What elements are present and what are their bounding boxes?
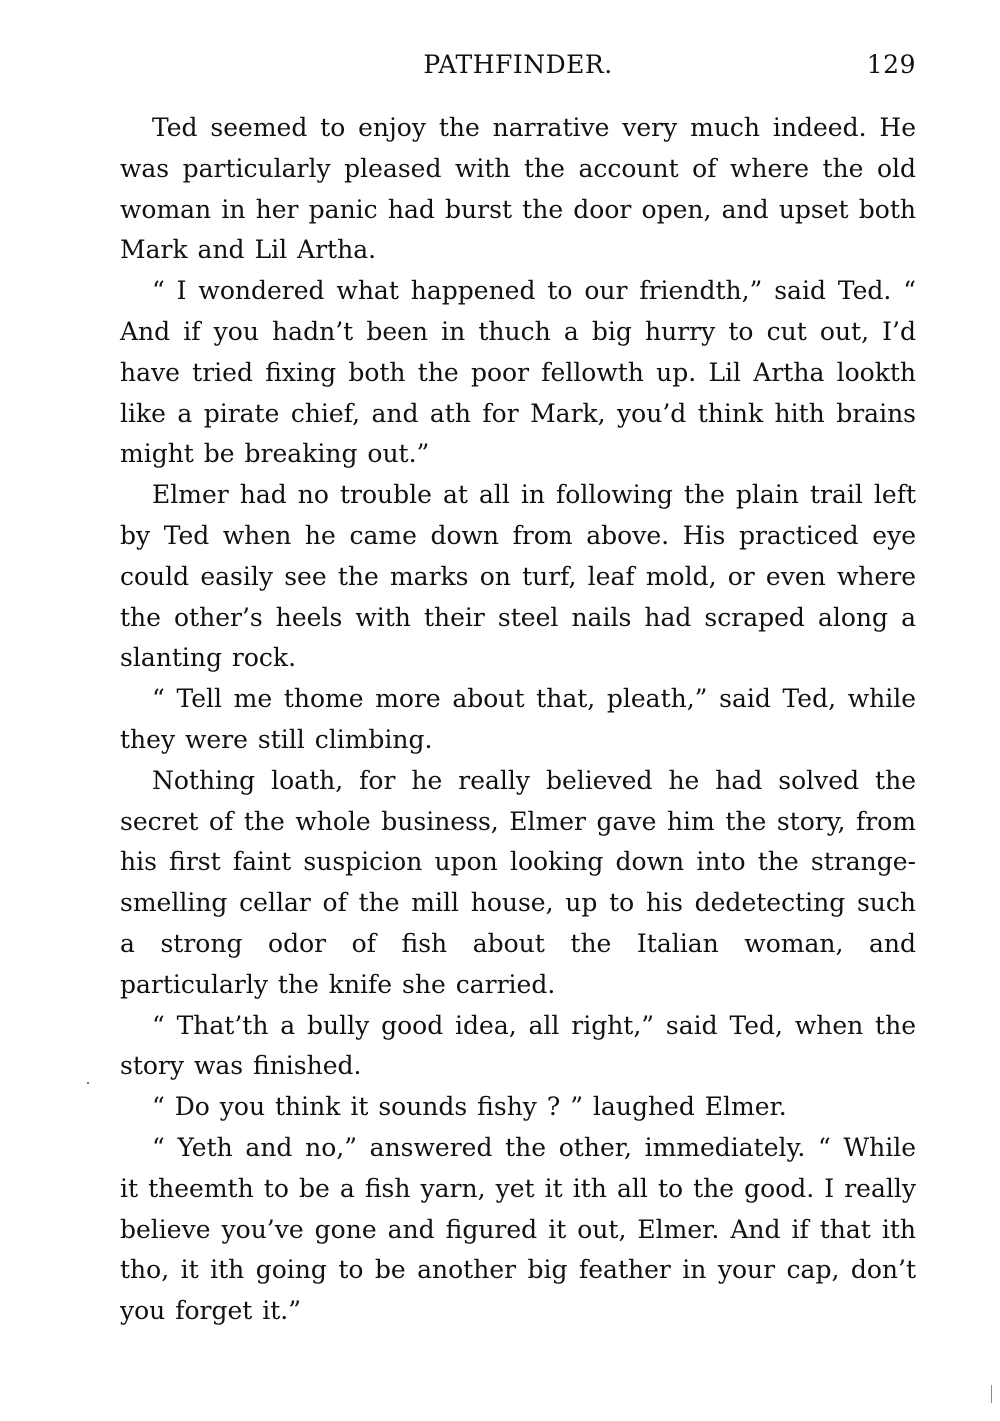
running-title: PATHFINDER.	[423, 50, 613, 79]
running-header	[120, 50, 916, 86]
paragraph-4: “ Tell me thome more about that, pleath,” said Ted, while they were still climbing.	[120, 684, 916, 754]
paragraph-1: Ted seemed to enjoy the narrative very much indeed. He was particularly pleased with the account of where the old woman in her panic had burst the door open, and upset both Mark and Lil Artha.	[120, 113, 916, 265]
page-edge-mark	[991, 1385, 992, 1403]
paragraph-6: “ That’th a bully good idea, all right,” said Ted, when the story was finished.	[120, 1010, 916, 1081]
paragraph-7: “ Do you think it sounds fishy ? ” laughed Elmer.	[152, 1092, 787, 1122]
body-text	[120, 108, 916, 1332]
paragraph-2: “ I wondered what happened to our friendth,” said Ted. “ And if you hadn’t been in thuch a big hurry to cut out, I’d have tried fixing both the poor fellowth up. Lil Artha lookth like a pirate chief, and ath for Mark, you’d think hith brains might be breaking out.”	[120, 276, 916, 469]
page-number: 129	[866, 50, 916, 79]
paragraph-8: “ Yeth and no,” answered the other, immediately. “ While it theemth to be a fish yarn, yet it ith all to the good. I really believe you’ve gone and figured it out, Elmer. And if that ith tho, it ith going to be another big feather in your cap, don’t you forget it.”	[120, 1132, 916, 1326]
paragraph-3: Elmer had no trouble at all in following the plain trail left by Ted when he came down from above. His practiced eye could easily see the marks on turf, leaf mold, or even where the other’s heels with their steel nails had scraped along a slanting rock.	[120, 480, 916, 673]
paragraph-5: Nothing loath, for he really believed he had solved the secret of the whole business, Elmer gave him the story, from his first faint suspicion upon looking down into the strange-smelling cellar of the mill house, up to his dedetecting such a strong odor of fish about the Italian woman, and particularly the knife she carried.	[120, 765, 916, 999]
ink-speck	[87, 1082, 89, 1084]
